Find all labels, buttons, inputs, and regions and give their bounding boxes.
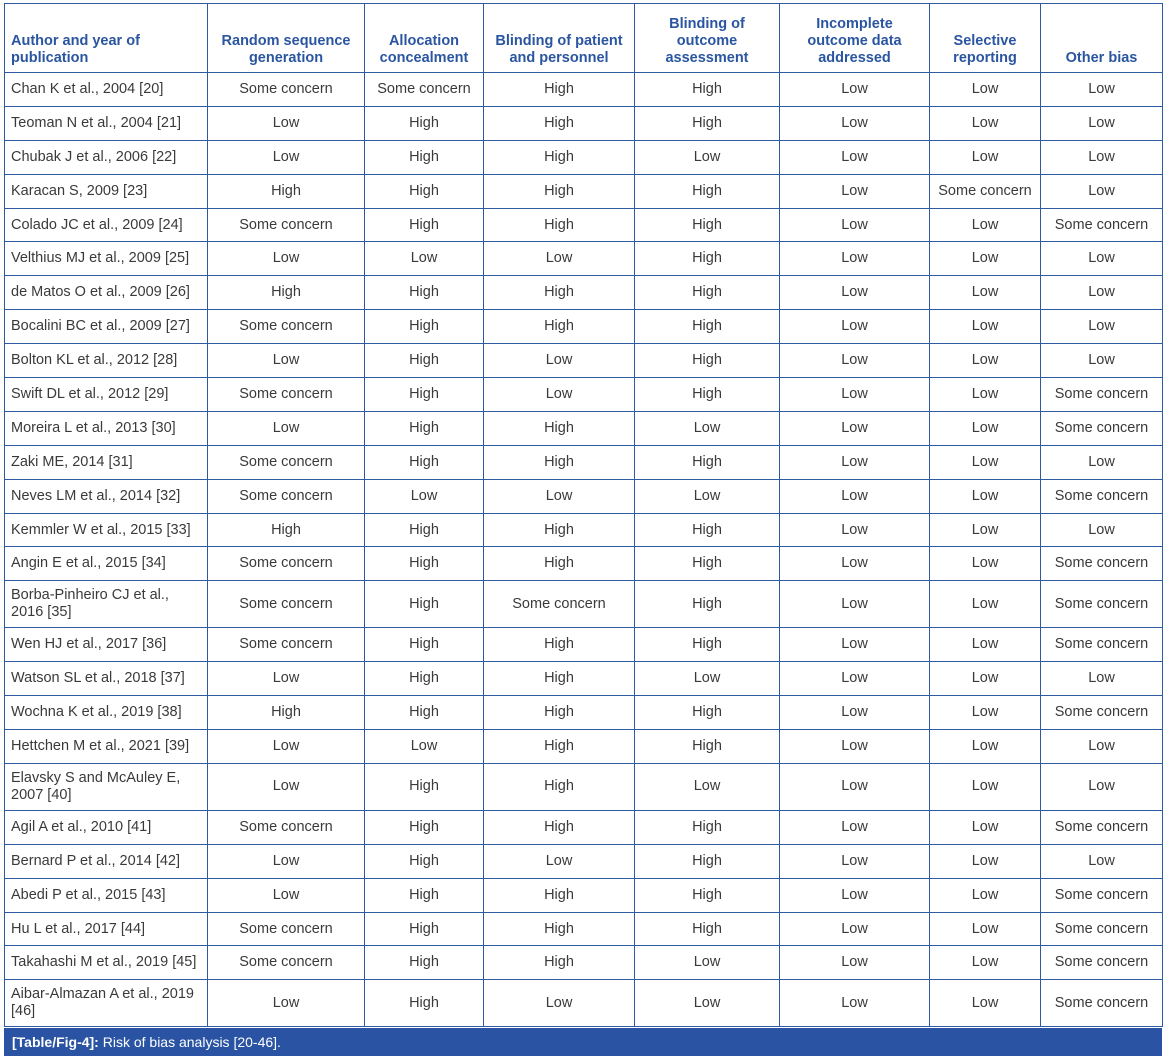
cell-author: Zaki ME, 2014 [31] xyxy=(5,445,208,479)
cell-blinding-outcome: High xyxy=(635,547,780,581)
cell-random-sequence: Some concern xyxy=(208,810,365,844)
cell-blinding-patient: High xyxy=(484,810,635,844)
cell-blinding-patient: Low xyxy=(484,980,635,1027)
cell-random-sequence: Some concern xyxy=(208,547,365,581)
table-row xyxy=(5,844,1163,878)
cell-blinding-outcome: Low xyxy=(635,662,780,696)
cell-other-bias: Low xyxy=(1041,763,1163,810)
table-row xyxy=(5,696,1163,730)
cell-author: Karacan S, 2009 [23] xyxy=(5,174,208,208)
cell-blinding-outcome: High xyxy=(635,513,780,547)
cell-random-sequence: Some concern xyxy=(208,581,365,628)
cell-incomplete-outcome: Low xyxy=(780,106,930,140)
cell-incomplete-outcome: Low xyxy=(780,276,930,310)
cell-other-bias: Some concern xyxy=(1041,411,1163,445)
cell-selective-reporting: Low xyxy=(930,696,1041,730)
cell-author: Velthius MJ et al., 2009 [25] xyxy=(5,242,208,276)
cell-selective-reporting: Low xyxy=(930,411,1041,445)
cell-author: Moreira L et al., 2013 [30] xyxy=(5,411,208,445)
cell-incomplete-outcome: Low xyxy=(780,242,930,276)
cell-selective-reporting: Low xyxy=(930,479,1041,513)
table-row xyxy=(5,912,1163,946)
cell-blinding-outcome: High xyxy=(635,878,780,912)
table-row xyxy=(5,628,1163,662)
cell-blinding-outcome: High xyxy=(635,730,780,764)
cell-other-bias: Low xyxy=(1041,310,1163,344)
table-row xyxy=(5,208,1163,242)
cell-other-bias: Low xyxy=(1041,344,1163,378)
cell-selective-reporting: Low xyxy=(930,844,1041,878)
header-blinding-patient: Blinding of patient and personnel xyxy=(484,4,635,73)
cell-incomplete-outcome: Low xyxy=(780,174,930,208)
cell-blinding-outcome: High xyxy=(635,73,780,107)
cell-blinding-patient: High xyxy=(484,276,635,310)
cell-incomplete-outcome: Low xyxy=(780,810,930,844)
cell-author: Kemmler W et al., 2015 [33] xyxy=(5,513,208,547)
cell-incomplete-outcome: Low xyxy=(780,479,930,513)
cell-random-sequence: Some concern xyxy=(208,310,365,344)
table-row xyxy=(5,479,1163,513)
table-header-row xyxy=(5,4,1163,73)
cell-selective-reporting: Low xyxy=(930,73,1041,107)
cell-random-sequence: Some concern xyxy=(208,912,365,946)
cell-other-bias: Low xyxy=(1041,730,1163,764)
cell-random-sequence: Some concern xyxy=(208,378,365,412)
header-author: Author and year of publication xyxy=(5,4,208,73)
cell-allocation-concealment: High xyxy=(365,344,484,378)
cell-author: Bocalini BC et al., 2009 [27] xyxy=(5,310,208,344)
risk-of-bias-table xyxy=(4,3,1163,1027)
cell-blinding-outcome: High xyxy=(635,106,780,140)
cell-blinding-patient: High xyxy=(484,547,635,581)
cell-selective-reporting: Low xyxy=(930,276,1041,310)
table-row xyxy=(5,310,1163,344)
cell-blinding-outcome: High xyxy=(635,445,780,479)
cell-allocation-concealment: High xyxy=(365,662,484,696)
cell-incomplete-outcome: Low xyxy=(780,980,930,1027)
cell-blinding-patient: High xyxy=(484,878,635,912)
cell-random-sequence: Some concern xyxy=(208,479,365,513)
table-row xyxy=(5,344,1163,378)
cell-author: Hettchen M et al., 2021 [39] xyxy=(5,730,208,764)
cell-allocation-concealment: High xyxy=(365,106,484,140)
caption-text: Risk of bias analysis [20-46]. xyxy=(98,1034,281,1050)
cell-other-bias: Some concern xyxy=(1041,980,1163,1027)
table-row xyxy=(5,946,1163,980)
cell-blinding-outcome: Low xyxy=(635,479,780,513)
header-random-sequence: Random sequence generation xyxy=(208,4,365,73)
cell-allocation-concealment: Low xyxy=(365,479,484,513)
cell-random-sequence: High xyxy=(208,513,365,547)
table-row xyxy=(5,730,1163,764)
cell-random-sequence: Low xyxy=(208,140,365,174)
cell-incomplete-outcome: Low xyxy=(780,310,930,344)
table-row xyxy=(5,174,1163,208)
cell-author: Chubak J et al., 2006 [22] xyxy=(5,140,208,174)
cell-author: Aibar-Almazan A et al., 2019 [46] xyxy=(5,980,208,1027)
cell-random-sequence: Low xyxy=(208,730,365,764)
cell-blinding-patient: High xyxy=(484,662,635,696)
table-row xyxy=(5,547,1163,581)
cell-blinding-outcome: High xyxy=(635,378,780,412)
cell-other-bias: Some concern xyxy=(1041,810,1163,844)
cell-other-bias: Some concern xyxy=(1041,946,1163,980)
cell-author: Wen HJ et al., 2017 [36] xyxy=(5,628,208,662)
cell-blinding-outcome: High xyxy=(635,208,780,242)
cell-incomplete-outcome: Low xyxy=(780,878,930,912)
cell-blinding-patient: Low xyxy=(484,344,635,378)
table-row xyxy=(5,73,1163,107)
cell-random-sequence: High xyxy=(208,174,365,208)
cell-incomplete-outcome: Low xyxy=(780,445,930,479)
cell-allocation-concealment: High xyxy=(365,912,484,946)
cell-selective-reporting: Low xyxy=(930,810,1041,844)
cell-allocation-concealment: High xyxy=(365,946,484,980)
cell-selective-reporting: Low xyxy=(930,378,1041,412)
cell-other-bias: Low xyxy=(1041,445,1163,479)
cell-selective-reporting: Low xyxy=(930,513,1041,547)
cell-random-sequence: Low xyxy=(208,763,365,810)
cell-allocation-concealment: High xyxy=(365,310,484,344)
table-row xyxy=(5,980,1163,1027)
cell-other-bias: Some concern xyxy=(1041,378,1163,412)
cell-blinding-outcome: High xyxy=(635,696,780,730)
cell-blinding-patient: High xyxy=(484,946,635,980)
cell-allocation-concealment: High xyxy=(365,763,484,810)
cell-incomplete-outcome: Low xyxy=(780,411,930,445)
cell-incomplete-outcome: Low xyxy=(780,662,930,696)
cell-allocation-concealment: High xyxy=(365,140,484,174)
cell-random-sequence: Low xyxy=(208,106,365,140)
cell-incomplete-outcome: Low xyxy=(780,912,930,946)
cell-blinding-outcome: Low xyxy=(635,946,780,980)
cell-incomplete-outcome: Low xyxy=(780,581,930,628)
header-selective-reporting: Selective reporting xyxy=(930,4,1041,73)
table-body xyxy=(5,73,1163,1027)
cell-allocation-concealment: High xyxy=(365,276,484,310)
cell-other-bias: Low xyxy=(1041,140,1163,174)
caption-label: [Table/Fig-4]: xyxy=(12,1034,99,1050)
table-caption xyxy=(4,1028,1162,1056)
cell-incomplete-outcome: Low xyxy=(780,513,930,547)
cell-random-sequence: Some concern xyxy=(208,946,365,980)
cell-author: Colado JC et al., 2009 [24] xyxy=(5,208,208,242)
table-row xyxy=(5,411,1163,445)
table-row xyxy=(5,106,1163,140)
cell-incomplete-outcome: Low xyxy=(780,628,930,662)
cell-incomplete-outcome: Low xyxy=(780,547,930,581)
cell-selective-reporting: Low xyxy=(930,730,1041,764)
table-row xyxy=(5,513,1163,547)
cell-other-bias: Some concern xyxy=(1041,581,1163,628)
cell-random-sequence: Low xyxy=(208,878,365,912)
risk-of-bias-table-container xyxy=(4,3,1162,1027)
table-row xyxy=(5,581,1163,628)
cell-selective-reporting: Low xyxy=(930,662,1041,696)
cell-author: Neves LM et al., 2014 [32] xyxy=(5,479,208,513)
cell-blinding-patient: Low xyxy=(484,479,635,513)
cell-blinding-patient: High xyxy=(484,912,635,946)
cell-selective-reporting: Low xyxy=(930,581,1041,628)
cell-random-sequence: Some concern xyxy=(208,73,365,107)
cell-allocation-concealment: High xyxy=(365,810,484,844)
cell-author: Agil A et al., 2010 [41] xyxy=(5,810,208,844)
cell-blinding-patient: High xyxy=(484,696,635,730)
cell-random-sequence: Some concern xyxy=(208,208,365,242)
cell-blinding-outcome: High xyxy=(635,242,780,276)
cell-blinding-outcome: Low xyxy=(635,140,780,174)
cell-allocation-concealment: High xyxy=(365,547,484,581)
cell-selective-reporting: Low xyxy=(930,547,1041,581)
cell-allocation-concealment: High xyxy=(365,878,484,912)
cell-author: Abedi P et al., 2015 [43] xyxy=(5,878,208,912)
cell-selective-reporting: Low xyxy=(930,628,1041,662)
cell-selective-reporting: Low xyxy=(930,242,1041,276)
cell-allocation-concealment: High xyxy=(365,208,484,242)
cell-blinding-outcome: High xyxy=(635,844,780,878)
cell-author: Chan K et al., 2004 [20] xyxy=(5,73,208,107)
cell-allocation-concealment: High xyxy=(365,696,484,730)
cell-random-sequence: Some concern xyxy=(208,445,365,479)
cell-blinding-outcome: High xyxy=(635,628,780,662)
cell-author: Swift DL et al., 2012 [29] xyxy=(5,378,208,412)
cell-random-sequence: Low xyxy=(208,344,365,378)
cell-blinding-outcome: High xyxy=(635,310,780,344)
cell-allocation-concealment: High xyxy=(365,581,484,628)
table-row xyxy=(5,378,1163,412)
cell-incomplete-outcome: Low xyxy=(780,140,930,174)
cell-selective-reporting: Low xyxy=(930,140,1041,174)
cell-incomplete-outcome: Low xyxy=(780,73,930,107)
cell-selective-reporting: Low xyxy=(930,878,1041,912)
cell-incomplete-outcome: Low xyxy=(780,844,930,878)
cell-incomplete-outcome: Low xyxy=(780,696,930,730)
cell-other-bias: Some concern xyxy=(1041,912,1163,946)
cell-author: Elavsky S and McAuley E, 2007 [40] xyxy=(5,763,208,810)
table-row xyxy=(5,276,1163,310)
cell-author: Bernard P et al., 2014 [42] xyxy=(5,844,208,878)
cell-random-sequence: Low xyxy=(208,242,365,276)
cell-allocation-concealment: Low xyxy=(365,242,484,276)
cell-blinding-outcome: Low xyxy=(635,980,780,1027)
cell-other-bias: Low xyxy=(1041,242,1163,276)
cell-incomplete-outcome: Low xyxy=(780,946,930,980)
cell-author: Bolton KL et al., 2012 [28] xyxy=(5,344,208,378)
cell-blinding-patient: Low xyxy=(484,378,635,412)
cell-random-sequence: High xyxy=(208,696,365,730)
table-row xyxy=(5,140,1163,174)
cell-blinding-patient: Low xyxy=(484,844,635,878)
cell-other-bias: Low xyxy=(1041,276,1163,310)
cell-other-bias: Some concern xyxy=(1041,696,1163,730)
cell-selective-reporting: Low xyxy=(930,344,1041,378)
table-row xyxy=(5,662,1163,696)
cell-blinding-patient: High xyxy=(484,763,635,810)
table-row xyxy=(5,445,1163,479)
cell-blinding-outcome: High xyxy=(635,810,780,844)
cell-random-sequence: High xyxy=(208,276,365,310)
cell-author: Teoman N et al., 2004 [21] xyxy=(5,106,208,140)
cell-selective-reporting: Low xyxy=(930,208,1041,242)
cell-blinding-patient: High xyxy=(484,445,635,479)
cell-blinding-outcome: High xyxy=(635,912,780,946)
cell-selective-reporting: Some concern xyxy=(930,174,1041,208)
header-allocation-concealment: Allocation concealment xyxy=(365,4,484,73)
cell-other-bias: Some concern xyxy=(1041,628,1163,662)
cell-incomplete-outcome: Low xyxy=(780,208,930,242)
cell-blinding-patient: High xyxy=(484,174,635,208)
cell-blinding-patient: High xyxy=(484,411,635,445)
cell-blinding-outcome: High xyxy=(635,174,780,208)
cell-other-bias: Low xyxy=(1041,513,1163,547)
cell-author: Hu L et al., 2017 [44] xyxy=(5,912,208,946)
cell-allocation-concealment: Low xyxy=(365,730,484,764)
cell-author: de Matos O et al., 2009 [26] xyxy=(5,276,208,310)
cell-selective-reporting: Low xyxy=(930,106,1041,140)
cell-selective-reporting: Low xyxy=(930,980,1041,1027)
cell-blinding-patient: High xyxy=(484,140,635,174)
cell-blinding-patient: High xyxy=(484,730,635,764)
cell-other-bias: Some concern xyxy=(1041,547,1163,581)
cell-blinding-patient: High xyxy=(484,106,635,140)
cell-blinding-patient: High xyxy=(484,73,635,107)
cell-other-bias: Some concern xyxy=(1041,878,1163,912)
cell-allocation-concealment: High xyxy=(365,513,484,547)
cell-author: Takahashi M et al., 2019 [45] xyxy=(5,946,208,980)
cell-blinding-patient: Low xyxy=(484,242,635,276)
cell-allocation-concealment: High xyxy=(365,411,484,445)
header-other-bias: Other bias xyxy=(1041,4,1163,73)
table-row xyxy=(5,242,1163,276)
cell-other-bias: Low xyxy=(1041,106,1163,140)
cell-other-bias: Low xyxy=(1041,174,1163,208)
cell-allocation-concealment: Some concern xyxy=(365,73,484,107)
cell-allocation-concealment: High xyxy=(365,628,484,662)
table-row xyxy=(5,763,1163,810)
cell-incomplete-outcome: Low xyxy=(780,378,930,412)
cell-selective-reporting: Low xyxy=(930,310,1041,344)
cell-allocation-concealment: High xyxy=(365,844,484,878)
cell-author: Angin E et al., 2015 [34] xyxy=(5,547,208,581)
cell-allocation-concealment: High xyxy=(365,980,484,1027)
cell-other-bias: Some concern xyxy=(1041,208,1163,242)
cell-incomplete-outcome: Low xyxy=(780,730,930,764)
cell-selective-reporting: Low xyxy=(930,445,1041,479)
cell-selective-reporting: Low xyxy=(930,946,1041,980)
cell-blinding-outcome: Low xyxy=(635,411,780,445)
cell-other-bias: Low xyxy=(1041,73,1163,107)
cell-random-sequence: Some concern xyxy=(208,628,365,662)
cell-blinding-outcome: Low xyxy=(635,763,780,810)
cell-random-sequence: Low xyxy=(208,980,365,1027)
cell-blinding-patient: High xyxy=(484,310,635,344)
header-blinding-outcome: Blinding of outcome assessment xyxy=(635,4,780,73)
cell-incomplete-outcome: Low xyxy=(780,344,930,378)
cell-other-bias: Some concern xyxy=(1041,479,1163,513)
header-incomplete-outcome: Incomplete outcome data addressed xyxy=(780,4,930,73)
cell-allocation-concealment: High xyxy=(365,378,484,412)
cell-random-sequence: Low xyxy=(208,411,365,445)
cell-random-sequence: Low xyxy=(208,844,365,878)
cell-selective-reporting: Low xyxy=(930,763,1041,810)
cell-blinding-outcome: High xyxy=(635,276,780,310)
cell-blinding-patient: High xyxy=(484,208,635,242)
table-row xyxy=(5,878,1163,912)
cell-author: Wochna K et al., 2019 [38] xyxy=(5,696,208,730)
cell-random-sequence: Low xyxy=(208,662,365,696)
cell-blinding-patient: High xyxy=(484,628,635,662)
cell-blinding-outcome: High xyxy=(635,581,780,628)
table-row xyxy=(5,810,1163,844)
cell-other-bias: Low xyxy=(1041,844,1163,878)
cell-author: Borba-Pinheiro CJ et al., 2016 [35] xyxy=(5,581,208,628)
cell-allocation-concealment: High xyxy=(365,174,484,208)
cell-blinding-patient: High xyxy=(484,513,635,547)
cell-allocation-concealment: High xyxy=(365,445,484,479)
cell-blinding-outcome: High xyxy=(635,344,780,378)
cell-other-bias: Low xyxy=(1041,662,1163,696)
cell-blinding-patient: Some concern xyxy=(484,581,635,628)
cell-selective-reporting: Low xyxy=(930,912,1041,946)
cell-author: Watson SL et al., 2018 [37] xyxy=(5,662,208,696)
cell-incomplete-outcome: Low xyxy=(780,763,930,810)
